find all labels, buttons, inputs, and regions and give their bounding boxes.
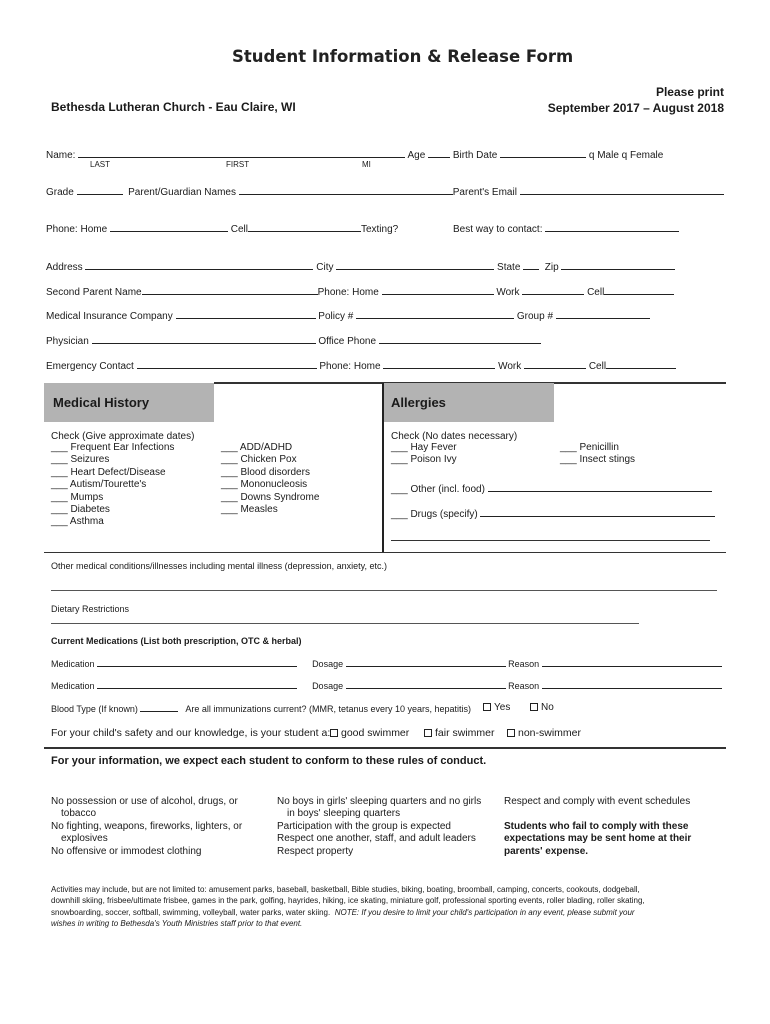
gender-options[interactable]: q Male q Female [588, 150, 664, 161]
non-swimmer-checkbox[interactable] [507, 729, 515, 737]
rule-text: No offensive or immodest clothing [51, 845, 202, 857]
best-way-field[interactable] [545, 222, 679, 232]
rule-text: No fighting, weapons, fireworks, lighters, or [51, 820, 243, 832]
allergy-item[interactable]: ___ Penicillin [560, 442, 619, 453]
work-label: Work [496, 287, 520, 298]
medical-item[interactable]: ___ Asthma [51, 516, 104, 528]
non-swimmer-label: non-swimmer [518, 727, 582, 739]
form-title: Student Information & Release Form [232, 47, 574, 66]
allergy-item[interactable]: ___ Hay Fever [391, 442, 457, 453]
medical-item[interactable]: ___ Chicken Pox [221, 454, 297, 466]
medical-item[interactable]: ___ Downs Syndrome [221, 491, 320, 503]
age-label: Age [407, 150, 426, 161]
swim-question: For your child's safety and our knowledge, is your student a: [51, 727, 331, 739]
city-field[interactable] [336, 260, 494, 270]
allergies-list-1 [391, 442, 457, 467]
group-label: Group # [516, 311, 554, 322]
cell3-field[interactable] [606, 359, 676, 369]
work3-field[interactable] [524, 359, 586, 369]
yes-label: Yes [494, 702, 511, 713]
name-field[interactable] [78, 148, 405, 158]
reason-field[interactable] [542, 680, 722, 689]
medical-item[interactable]: ___ Heart Defect/Disease [51, 466, 166, 478]
best-way-row [453, 222, 679, 235]
other-conditions-label: Other medical conditions/illnesses including mental illness (depression, anxiety, etc.) [51, 561, 387, 571]
medication-field[interactable] [97, 680, 297, 689]
other-conditions-field[interactable] [51, 590, 717, 591]
allergy-item[interactable]: ___ Insect stings [560, 454, 636, 466]
insurance-field[interactable] [176, 309, 316, 319]
warning-text: Students who fail to comply with these [504, 821, 689, 832]
phone-row [46, 222, 398, 235]
box-bottom-rule [44, 552, 726, 553]
immunization-yes[interactable] [483, 702, 510, 713]
conduct-top-rule [44, 747, 726, 749]
medical-item[interactable]: ___ Blood disorders [221, 466, 310, 478]
warning-text: parents' expense. [504, 845, 589, 857]
reason-field[interactable] [542, 658, 722, 667]
texting-label: Texting? [360, 224, 399, 235]
conduct-header: For your information, we expect each student to conform to these rules of conduct. [51, 755, 487, 767]
grade-label: Grade [46, 187, 74, 198]
work-field[interactable] [522, 285, 584, 295]
warning-text: expectations may be sent home at their [504, 833, 692, 845]
rules-col-3 [504, 796, 690, 808]
medical-item[interactable]: ___ Frequent Ear Infections [51, 442, 175, 453]
swim-fair[interactable] [424, 727, 495, 739]
rules-warning [504, 821, 691, 858]
allergy-drugs-field[interactable] [480, 507, 715, 517]
phone-home3-field[interactable] [383, 359, 495, 369]
physician-row [46, 334, 541, 347]
emergency-field[interactable] [137, 359, 317, 369]
insurance-label: Medical Insurance Company [46, 311, 173, 322]
grade-row [46, 185, 724, 198]
address-label: Address [46, 262, 83, 273]
address-field[interactable] [85, 260, 313, 270]
second-parent-row [46, 285, 674, 298]
insurance-row [46, 309, 650, 322]
last-sublabel: LAST [90, 160, 111, 169]
state-label: State [497, 262, 521, 273]
medical-history-title: Medical History [53, 395, 150, 410]
footer-line: Activities may include, but are not limited to: amusement parks, baseball, basketball, Bible studies, biking, boating, broomball, camping, concerts, cookouts, dodgeball, [51, 885, 640, 894]
cell-label: Cell [230, 224, 248, 235]
medication-row-1 [51, 658, 722, 669]
rule-text: in boys' sleeping quarters [287, 808, 401, 820]
allergy-drugs-row [391, 507, 715, 520]
medical-item[interactable]: ___ Diabetes [51, 504, 110, 516]
form-dates: September 2017 – August 2018 [547, 101, 724, 115]
cell3-label: Cell [588, 361, 607, 372]
allergies-list-2 [560, 442, 635, 467]
rule-text: Respect property [277, 845, 354, 857]
phone-home-label: Phone: Home [46, 224, 108, 235]
yes-checkbox[interactable] [483, 703, 491, 711]
dosage-field[interactable] [346, 680, 506, 689]
name-row [46, 148, 663, 161]
allergies-title: Allergies [391, 395, 446, 410]
swim-non[interactable] [507, 727, 581, 739]
footer-note: NOTE: If you desire to limit your child's participation in any event, please submit your [334, 907, 635, 917]
activities-footer [51, 884, 721, 929]
medical-item[interactable]: ___ Autism/Tourette's [51, 479, 147, 491]
medication-label: Medication [51, 681, 95, 691]
phone-home3-label: Phone: Home [319, 361, 381, 372]
group-field[interactable] [556, 309, 650, 319]
fair-swimmer-label: fair swimmer [435, 727, 495, 739]
allergy-item[interactable]: ___ Poison Ivy [391, 454, 457, 466]
first-sublabel: FIRST [226, 160, 250, 169]
medication-field[interactable] [97, 658, 297, 667]
dosage-field[interactable] [346, 658, 506, 667]
medical-item[interactable]: ___ Measles [221, 504, 278, 516]
dietary-label: Dietary Restrictions [51, 604, 130, 614]
fair-swimmer-checkbox[interactable] [424, 729, 432, 737]
medical-list-2 [221, 442, 319, 516]
immunizations-label: Are all immunizations current? (MMR, tetanus every 10 years, hepatitis) [185, 704, 472, 714]
parent-names-field[interactable] [239, 185, 453, 195]
medical-item[interactable]: ___ Mumps [51, 491, 104, 503]
zip-field[interactable] [561, 260, 675, 270]
parent-names-label: Parent/Guardian Names [128, 187, 236, 198]
zip-label: Zip [544, 262, 559, 273]
name-label: Name: [46, 150, 76, 161]
parent-email-field[interactable] [520, 185, 724, 195]
allergy-other-field[interactable] [488, 482, 712, 492]
no-checkbox[interactable] [530, 703, 538, 711]
good-swimmer-checkbox[interactable] [330, 729, 338, 737]
rule-text: No boys in girls' sleeping quarters and no girls [277, 796, 482, 807]
state-field[interactable] [523, 260, 539, 270]
medical-item[interactable]: ___ Seizures [51, 454, 110, 466]
physician-field[interactable] [92, 334, 316, 344]
medical-history-header [44, 383, 214, 422]
cell2-label: Cell [587, 287, 605, 298]
emergency-row [46, 359, 676, 372]
reason-label: Reason [508, 681, 540, 691]
phone-home2-label: Phone: Home [317, 287, 379, 298]
allergy-other-label[interactable]: ___ Other (incl. food) [391, 484, 485, 495]
emergency-label: Emergency Contact [46, 361, 134, 372]
please-print: Please print [655, 85, 724, 99]
mi-sublabel: MI [362, 160, 371, 169]
footer-line [51, 907, 721, 918]
dosage-label: Dosage [312, 659, 344, 669]
church-name: Bethesda Lutheran Church - Eau Claire, WI [51, 100, 296, 114]
blood-type-label: Blood Type (If known) [51, 704, 138, 714]
cell2-field[interactable] [604, 285, 674, 295]
office-phone-label: Office Phone [318, 336, 377, 347]
medical-item[interactable]: ___ ADD/ADHD [221, 442, 293, 453]
rule-text: Participation with the group is expected [277, 820, 451, 832]
city-label: City [316, 262, 334, 273]
footer-line: wishes in writing to Bethesda's Youth Ministries staff prior to that event. [51, 918, 303, 928]
age-field[interactable] [428, 148, 450, 158]
work3-label: Work [498, 361, 522, 372]
rule-text: explosives [61, 833, 108, 845]
allergies-header [382, 383, 554, 422]
footer-text: snowboarding, soccer, softball, swimming, volleyball, water parks, water skiing. [51, 907, 331, 917]
phone-home-field[interactable] [110, 222, 228, 232]
policy-field[interactable] [356, 309, 514, 319]
medication-row-2 [51, 680, 722, 691]
medical-item[interactable]: ___ Mononucleosis [221, 479, 308, 491]
immunization-no[interactable] [530, 702, 554, 713]
no-label: No [541, 702, 554, 713]
current-meds-label: Current Medications (List both prescription, OTC & herbal) [51, 636, 302, 646]
swim-good[interactable] [330, 727, 409, 739]
rule-text: No possession or use of alcohol, drugs, or [51, 796, 238, 807]
rule-text: Respect one another, staff, and adult leaders [277, 833, 476, 845]
rules-col-2 [277, 796, 481, 858]
blood-type-field[interactable] [140, 703, 178, 712]
dietary-field[interactable] [51, 623, 639, 624]
allergies-instruction: Check (No dates necessary) [391, 431, 518, 442]
address-row [46, 260, 675, 273]
rule-text: Respect and comply with event schedules [504, 796, 691, 807]
footer-line: downhill skiing, frisbee/ultimate frisbee, games in the park, golfing, hayrides, hiking, ice skating, miniature golf, professional sporting events, roller blading, roller skating, [51, 896, 645, 906]
allergy-extra-line[interactable] [391, 540, 710, 541]
box-divider [382, 383, 384, 553]
birth-date-label: Birth Date [452, 150, 498, 161]
grade-field[interactable] [77, 185, 123, 195]
rules-col-1 [51, 796, 242, 858]
medical-instruction: Check (Give approximate dates) [51, 431, 195, 442]
physician-label: Physician [46, 336, 89, 347]
best-way-label: Best way to contact: [453, 224, 543, 235]
parent-email-label: Parent's Email [452, 187, 517, 198]
good-swimmer-label: good swimmer [341, 727, 410, 739]
second-parent-label: Second Parent Name [46, 287, 142, 298]
policy-label: Policy # [318, 311, 354, 322]
dosage-label: Dosage [312, 681, 344, 691]
rule-text: tobacco [61, 808, 97, 820]
medication-label: Medication [51, 659, 95, 669]
medical-list-1 [51, 442, 174, 529]
allergy-other-row [391, 482, 712, 495]
reason-label: Reason [508, 659, 540, 669]
phone-home2-field[interactable] [382, 285, 494, 295]
allergy-drugs-label[interactable]: ___ Drugs (specify) [391, 509, 478, 520]
second-parent-field[interactable] [142, 285, 318, 295]
office-phone-field[interactable] [379, 334, 541, 344]
blood-type-row [51, 703, 471, 714]
cell-field[interactable] [248, 222, 361, 232]
birth-date-field[interactable] [500, 148, 586, 158]
